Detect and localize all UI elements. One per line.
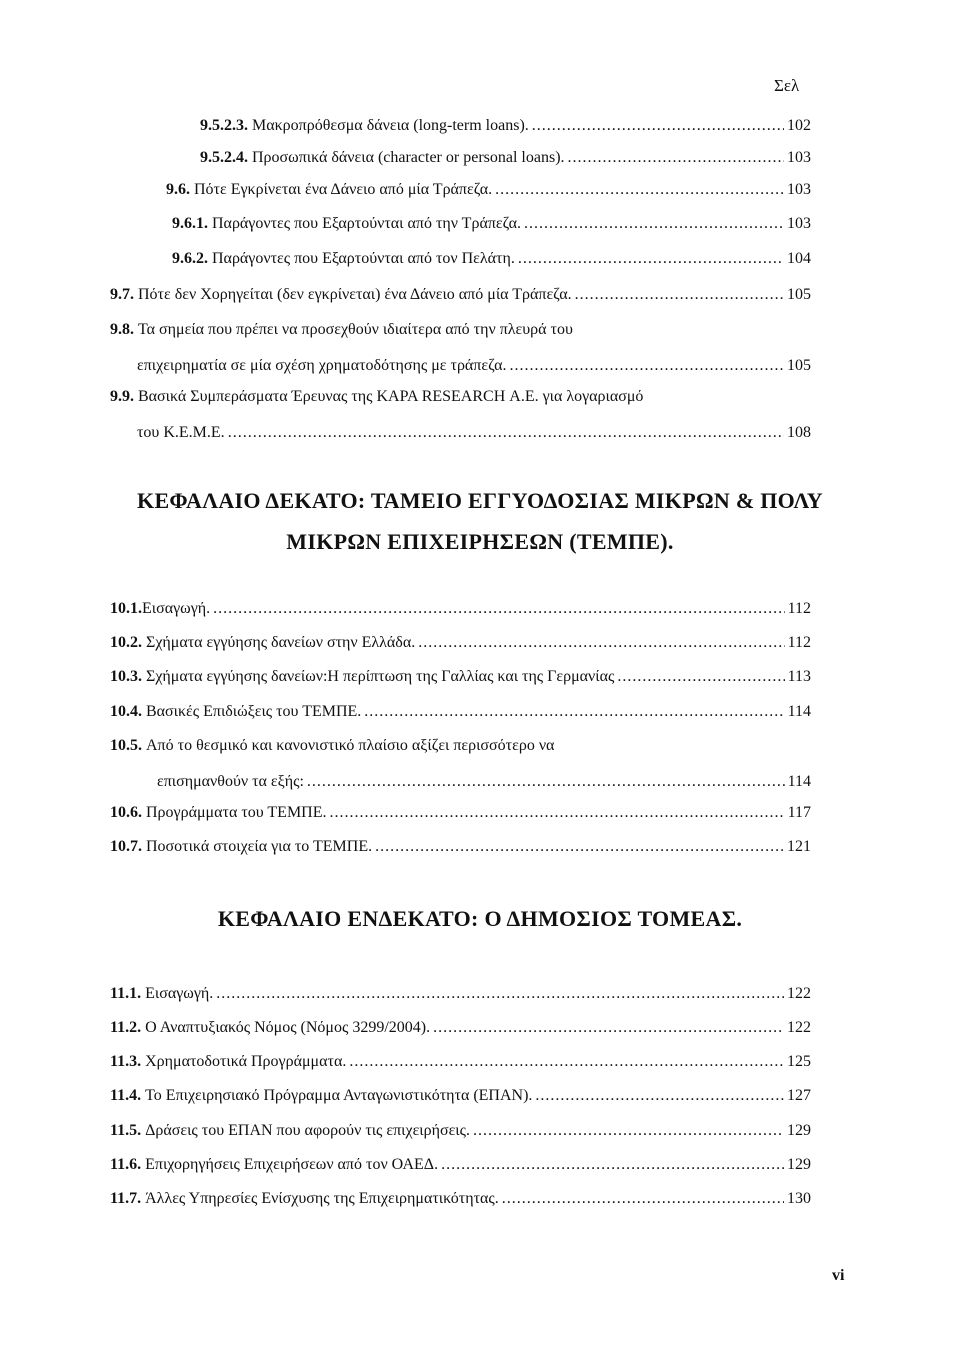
entry-page: 130: [787, 1190, 811, 1207]
chapter-heading-line: ΚΕΦΑΛΑΙΟ ΕΝΔΕΚΑΤΟ: Ο ΔΗΜΟΣΙΟΣ ΤΟΜΕΑΣ.: [217, 906, 743, 931]
entry-number: 9.5.2.4.: [200, 149, 248, 166]
dot-leader: [535, 1086, 784, 1106]
dot-leader: [213, 599, 784, 619]
toc-entry: [110, 320, 811, 376]
dot-leader: [524, 214, 784, 234]
entry-number: 10.5.: [110, 737, 142, 754]
dot-leader: [510, 356, 784, 376]
entry-title: Βασικά Συμπεράσματα Έρευνας της KAPA RESEARCH Α.Ε. για λογαριασμό: [138, 388, 644, 405]
entry-page: 108: [787, 424, 811, 441]
toc-entry: [110, 667, 811, 687]
toc-entry: [110, 1121, 811, 1141]
dot-leader: [568, 148, 784, 168]
entry-number: 9.6.1.: [172, 215, 208, 232]
entry-number: 9.6.: [166, 181, 190, 198]
entry-number: 10.3.: [110, 668, 142, 685]
entry-title: Πότε δεν Χορηγείται (δεν εγκρίνεται) ένα Δάνειο από μία Τράπεζα.: [138, 286, 572, 303]
dot-leader: [518, 249, 784, 269]
entry-page: 125: [787, 1053, 811, 1070]
entry-page: 103: [787, 149, 811, 166]
entry-page: 129: [787, 1122, 811, 1139]
entry-title: Εισαγωγή.: [145, 985, 214, 1002]
entry-title: Ο Αναπτυξιακός Νόμος (Νόμος 3299/2004).: [145, 1019, 431, 1036]
entry-page: 105: [787, 357, 811, 374]
toc-entry: [166, 180, 811, 200]
dot-leader: [441, 1155, 784, 1175]
entry-page: 112: [787, 634, 811, 651]
dot-leader: [375, 837, 784, 857]
entry-title-continued: επιχειρηματία σε μία σχέση χρηματοδότησης με τράπεζα.: [137, 357, 507, 374]
entry-number: 11.2.: [110, 1019, 142, 1036]
entry-title: Δράσεις του ΕΠΑΝ που αφορούν τις επιχειρήσεις.: [145, 1122, 470, 1139]
dot-leader: [433, 1018, 784, 1038]
dot-leader: [349, 1052, 784, 1072]
toc-entry: [110, 837, 811, 857]
toc-entry: [200, 116, 811, 136]
entry-number: 10.6.: [110, 804, 142, 821]
toc-entry: [110, 1155, 811, 1175]
entry-title: Άλλες Υπηρεσίες Ενίσχυσης της Επιχειρηματικότητας.: [145, 1190, 499, 1207]
entry-number: 11.7.: [110, 1190, 142, 1207]
entry-number: 11.1.: [110, 985, 142, 1002]
entry-number: 9.8.: [110, 321, 134, 338]
entry-number: 11.6.: [110, 1156, 142, 1173]
chapter-heading-line: ΚΕΦΑΛΑΙΟ ΔΕΚΑΤΟ: ΤΑΜΕΙΟ ΕΓΓΥΟΔΟΣΙΑΣ ΜΙΚΡΩΝ & ΠΟΛΥ: [137, 488, 823, 513]
entry-page: 103: [787, 215, 811, 232]
entry-page: 103: [787, 181, 811, 198]
entry-number: 10.7.: [110, 838, 142, 855]
page-number: vi: [832, 1267, 845, 1284]
chapter-heading-line: ΜΙΚΡΩΝ ΕΠΙΧΕΙΡΗΣΕΩΝ (ΤΕΜΠΕ).: [286, 529, 674, 554]
dot-leader: [495, 180, 784, 200]
entry-number: 11.5.: [110, 1122, 142, 1139]
toc-entry: [172, 214, 811, 234]
entry-page: 122: [787, 1019, 811, 1036]
toc-entry: [110, 285, 811, 305]
entry-title: Το Επιχειρησιακό Πρόγραμμα Ανταγωνιστικότητα (ΕΠΑΝ).: [145, 1087, 533, 1104]
entry-title: Παράγοντες που Εξαρτούνται από την Τράπεζα.: [212, 215, 522, 232]
entry-title-continued: επισημανθούν τα εξής:: [157, 773, 304, 790]
entry-title: Σχήματα εγγύησης δανείων:Η περίπτωση της Γαλλίας και της Γερμανίας: [146, 668, 615, 685]
entry-title: Χρηματοδοτικά Προγράμματα.: [145, 1053, 347, 1070]
dot-leader: [473, 1121, 784, 1141]
dot-leader: [216, 984, 784, 1004]
toc-entry: [110, 599, 811, 619]
toc-entry: [110, 387, 811, 443]
entry-title: Βασικές Επιδιώξεις του ΤΕΜΠΕ.: [146, 703, 362, 720]
entry-title: Τα σημεία που πρέπει να προσεχθούν ιδιαίτερα από την πλευρά του: [138, 321, 573, 338]
entry-title: Εισαγωγή.: [142, 600, 211, 617]
entry-title: Σχήματα εγγύησης δανείων στην Ελλάδα.: [146, 634, 416, 651]
toc-entry: [110, 984, 811, 1004]
entry-page: 104: [787, 250, 811, 267]
toc-entry: [110, 736, 811, 792]
dot-leader: [502, 1189, 784, 1209]
entry-page: 105: [787, 286, 811, 303]
dot-leader: [617, 667, 784, 687]
entry-number: 11.3.: [110, 1053, 142, 1070]
toc-entry: [200, 148, 811, 168]
entry-title: Πότε Εγκρίνεται ένα Δάνειο από μία Τράπεζα.: [194, 181, 493, 198]
toc-entry: [110, 1018, 811, 1038]
entry-title: Προγράμματα του ΤΕΜΠΕ.: [146, 804, 327, 821]
dot-leader: [532, 116, 784, 136]
entry-number: 9.7.: [110, 286, 134, 303]
entry-title-continued: του Κ.Ε.Μ.Ε.: [137, 424, 225, 441]
entry-title: Μακροπρόθεσμα δάνεια (long-term loans).: [252, 117, 529, 134]
toc-entry: [110, 1052, 811, 1072]
entry-number: 9.5.2.3.: [200, 117, 248, 134]
toc-entry: [110, 803, 811, 823]
entry-page: 112: [787, 600, 811, 617]
entry-page: 114: [787, 773, 811, 790]
entry-title: Προσωπικά δάνεια (character or personal loans).: [252, 149, 565, 166]
toc-entry: [110, 633, 811, 653]
entry-page: 102: [787, 117, 811, 134]
entry-page: 114: [787, 703, 811, 720]
entry-title: Επιχορηγήσεις Επιχειρήσεων από τον ΟΑΕΔ.: [145, 1156, 439, 1173]
entry-page: 122: [787, 985, 811, 1002]
entry-title: Από το θεσμικό και κανονιστικό πλαίσιο αξίζει περισσότερο να: [146, 737, 555, 754]
entry-page: 127: [787, 1087, 811, 1104]
toc-entry: [110, 1189, 811, 1209]
dot-leader: [307, 772, 785, 792]
entry-number: 9.9.: [110, 388, 134, 405]
dot-leader: [575, 285, 784, 305]
toc-entry: [172, 249, 811, 269]
page-column-label: Σελ: [774, 76, 800, 95]
toc-entry: [110, 702, 811, 722]
dot-leader: [364, 702, 784, 722]
entry-page: 121: [787, 838, 811, 855]
entry-title: Παράγοντες που Εξαρτούνται από τον Πελάτη.: [212, 250, 515, 267]
entry-number: 10.1.: [110, 600, 142, 617]
entry-number: 10.4.: [110, 703, 142, 720]
dot-leader: [330, 803, 785, 823]
entry-page: 113: [787, 668, 811, 685]
dot-leader: [418, 633, 784, 653]
dot-leader: [228, 423, 784, 443]
entry-number: 10.2.: [110, 634, 142, 651]
entry-title: Ποσοτικά στοιχεία για το ΤΕΜΠΕ.: [146, 838, 373, 855]
entry-number: 9.6.2.: [172, 250, 208, 267]
entry-number: 11.4.: [110, 1087, 142, 1104]
entry-page: 129: [787, 1156, 811, 1173]
toc-entry: [110, 1086, 811, 1106]
entry-page: 117: [787, 804, 811, 821]
